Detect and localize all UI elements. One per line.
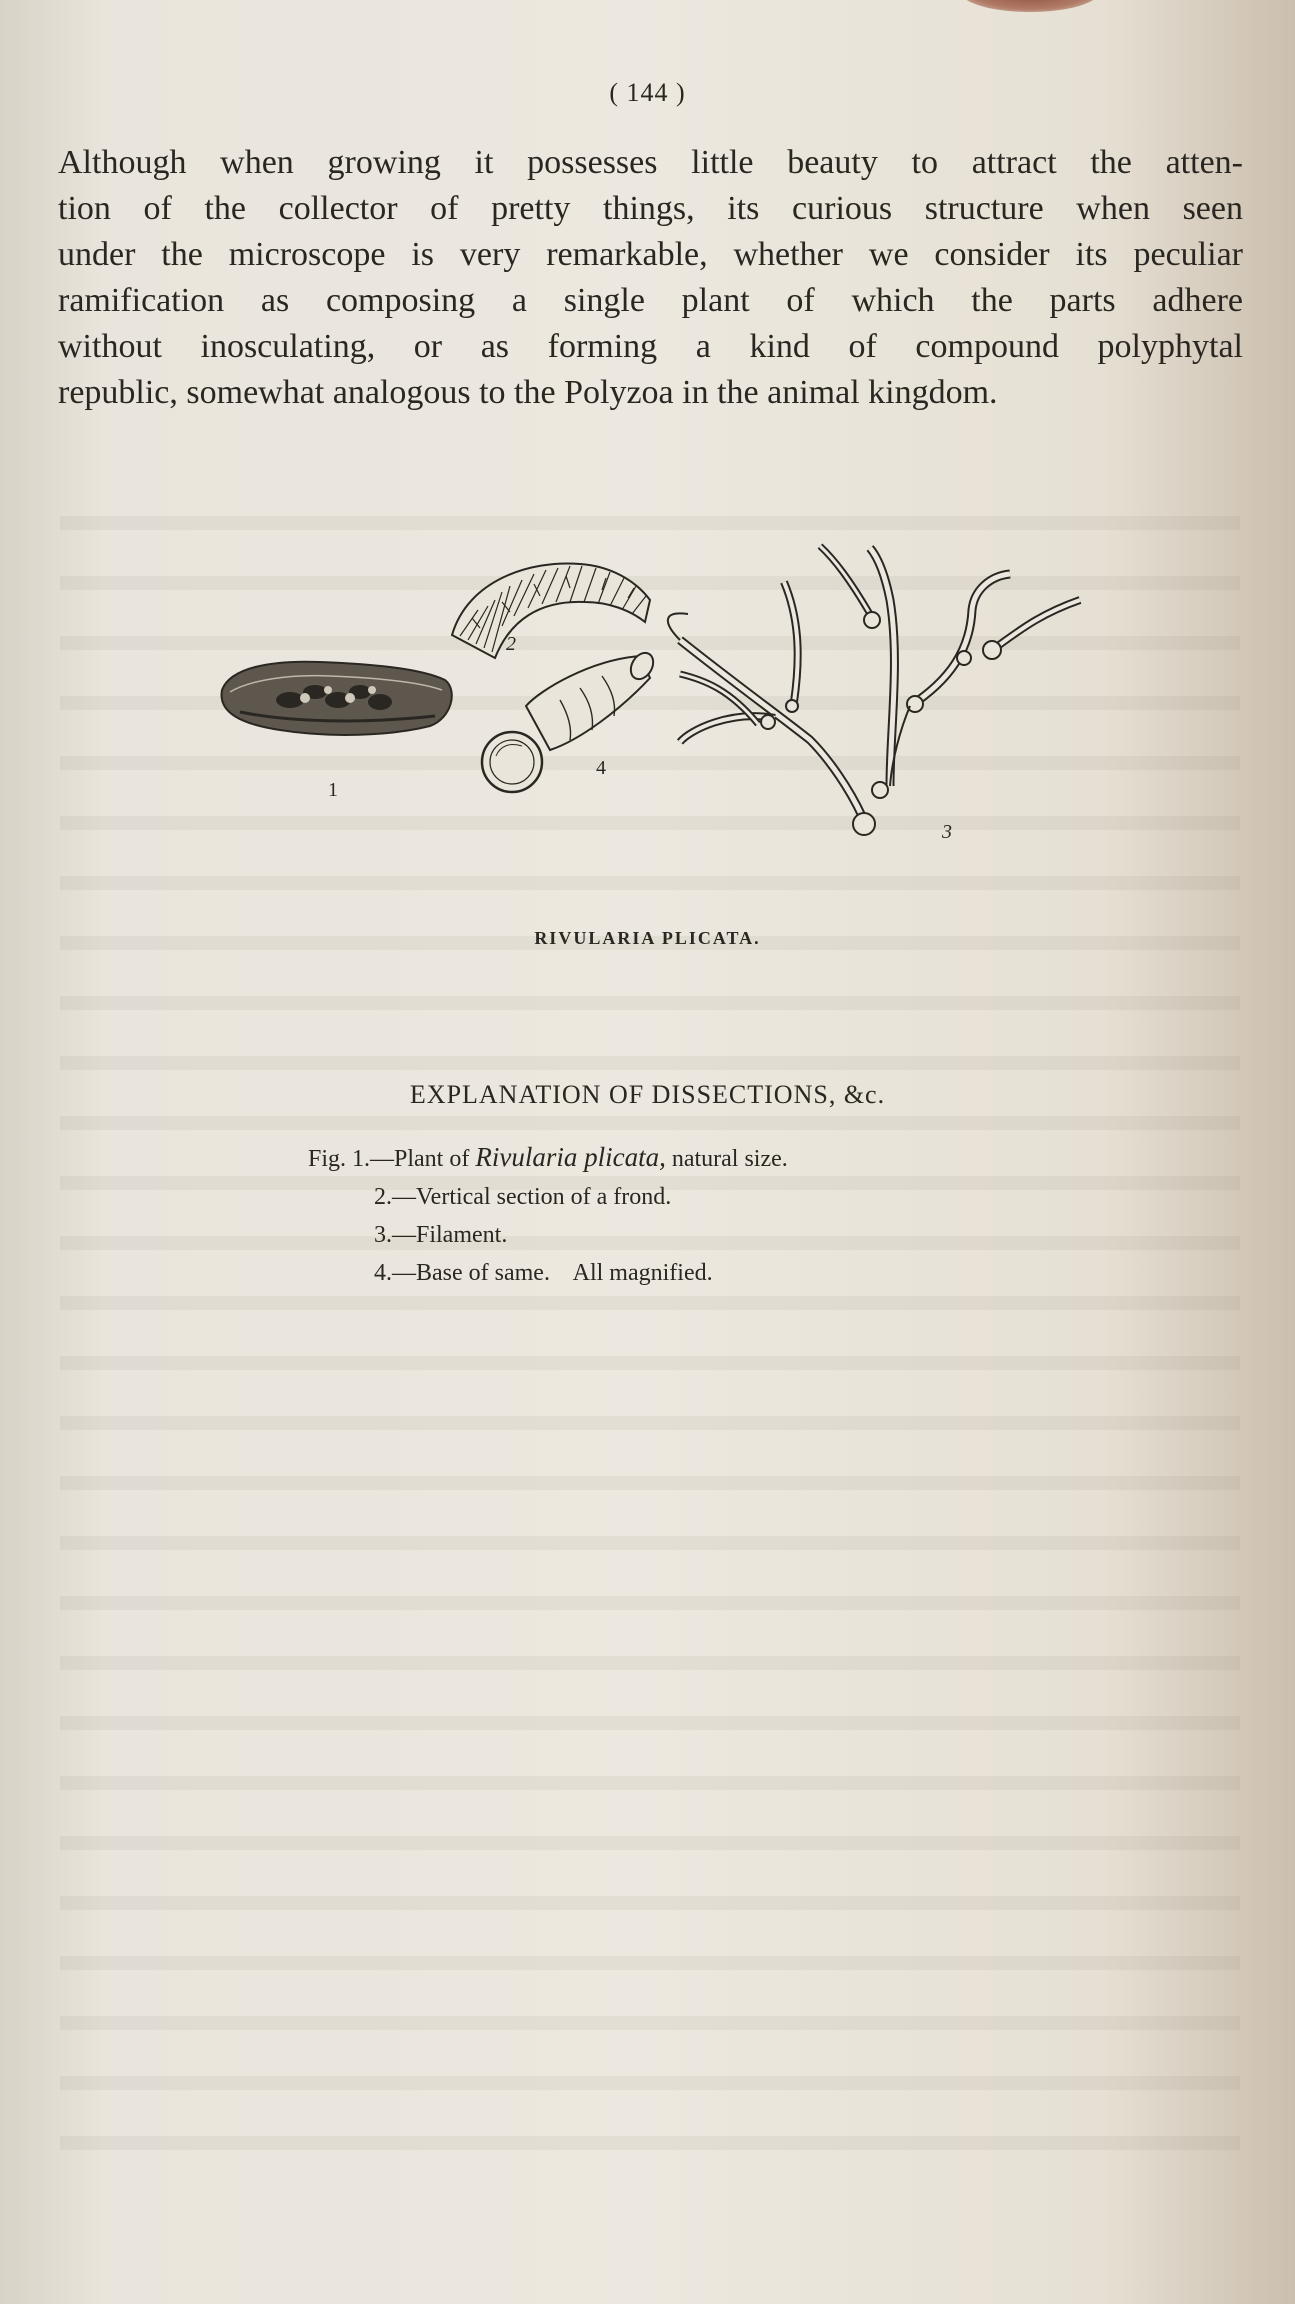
page-number: ( 144 ): [609, 78, 686, 107]
fig-list-item: [308, 1178, 1068, 1216]
paragraph-line: Although when growing it possesses little beauty to attract the atten-: [58, 144, 1243, 181]
fig-number: 4.: [374, 1260, 392, 1286]
figure-label-2: 2: [506, 633, 516, 655]
plant-mass-drawing: [222, 662, 452, 735]
paragraph-line: ramification as composing a single plant of which the parts adhere: [58, 282, 1243, 319]
figure-label-4: 4: [596, 757, 606, 779]
body-paragraph: [58, 140, 1243, 416]
thumb-shadow: [960, 0, 1100, 12]
paragraph-line: under the microscope is very remarkable, whether we consider its peculiar: [58, 236, 1243, 273]
figure-label-3: 3: [942, 821, 952, 843]
fig-text: —Plant of: [370, 1146, 476, 1172]
fig-list-item: [308, 1216, 1068, 1254]
figure-explanation-list: [308, 1138, 1068, 1292]
fig-number: 3.: [374, 1222, 392, 1248]
paragraph-line: without inosculating, or as forming a kind of compound polyphytal: [58, 328, 1243, 365]
fig-text: —Filament.: [392, 1222, 508, 1248]
filament-base-drawing: [482, 649, 658, 792]
explanation-title: EXPLANATION OF DISSECTIONS, &c.: [409, 1080, 886, 1109]
paragraph-line: tion of the collector of pretty things, its curious structure when seen: [58, 190, 1243, 227]
fig-list-item: [308, 1254, 1068, 1292]
paragraph-line: republic, somewhat analogous to the Polyzoa in the animal kingdom.: [58, 374, 998, 411]
rivularia-illustration: [210, 540, 1110, 890]
branching-filament-drawing: [668, 546, 1080, 835]
fig-text: natural size.: [665, 1146, 788, 1172]
fig-list-item: [308, 1138, 1068, 1178]
species-name: Rivularia plicata,: [475, 1142, 666, 1172]
fig-number: 2.: [374, 1184, 392, 1210]
fig-text: —Vertical section of a frond.: [392, 1184, 672, 1210]
fig-text: —Base of same. All magnified.: [392, 1260, 713, 1286]
figure-caption: RIVULARIA PLICATA.: [534, 928, 761, 948]
figure-label-1: 1: [328, 779, 338, 801]
frond-section-drawing: [452, 564, 650, 658]
fig-number: Fig. 1.: [308, 1146, 371, 1172]
